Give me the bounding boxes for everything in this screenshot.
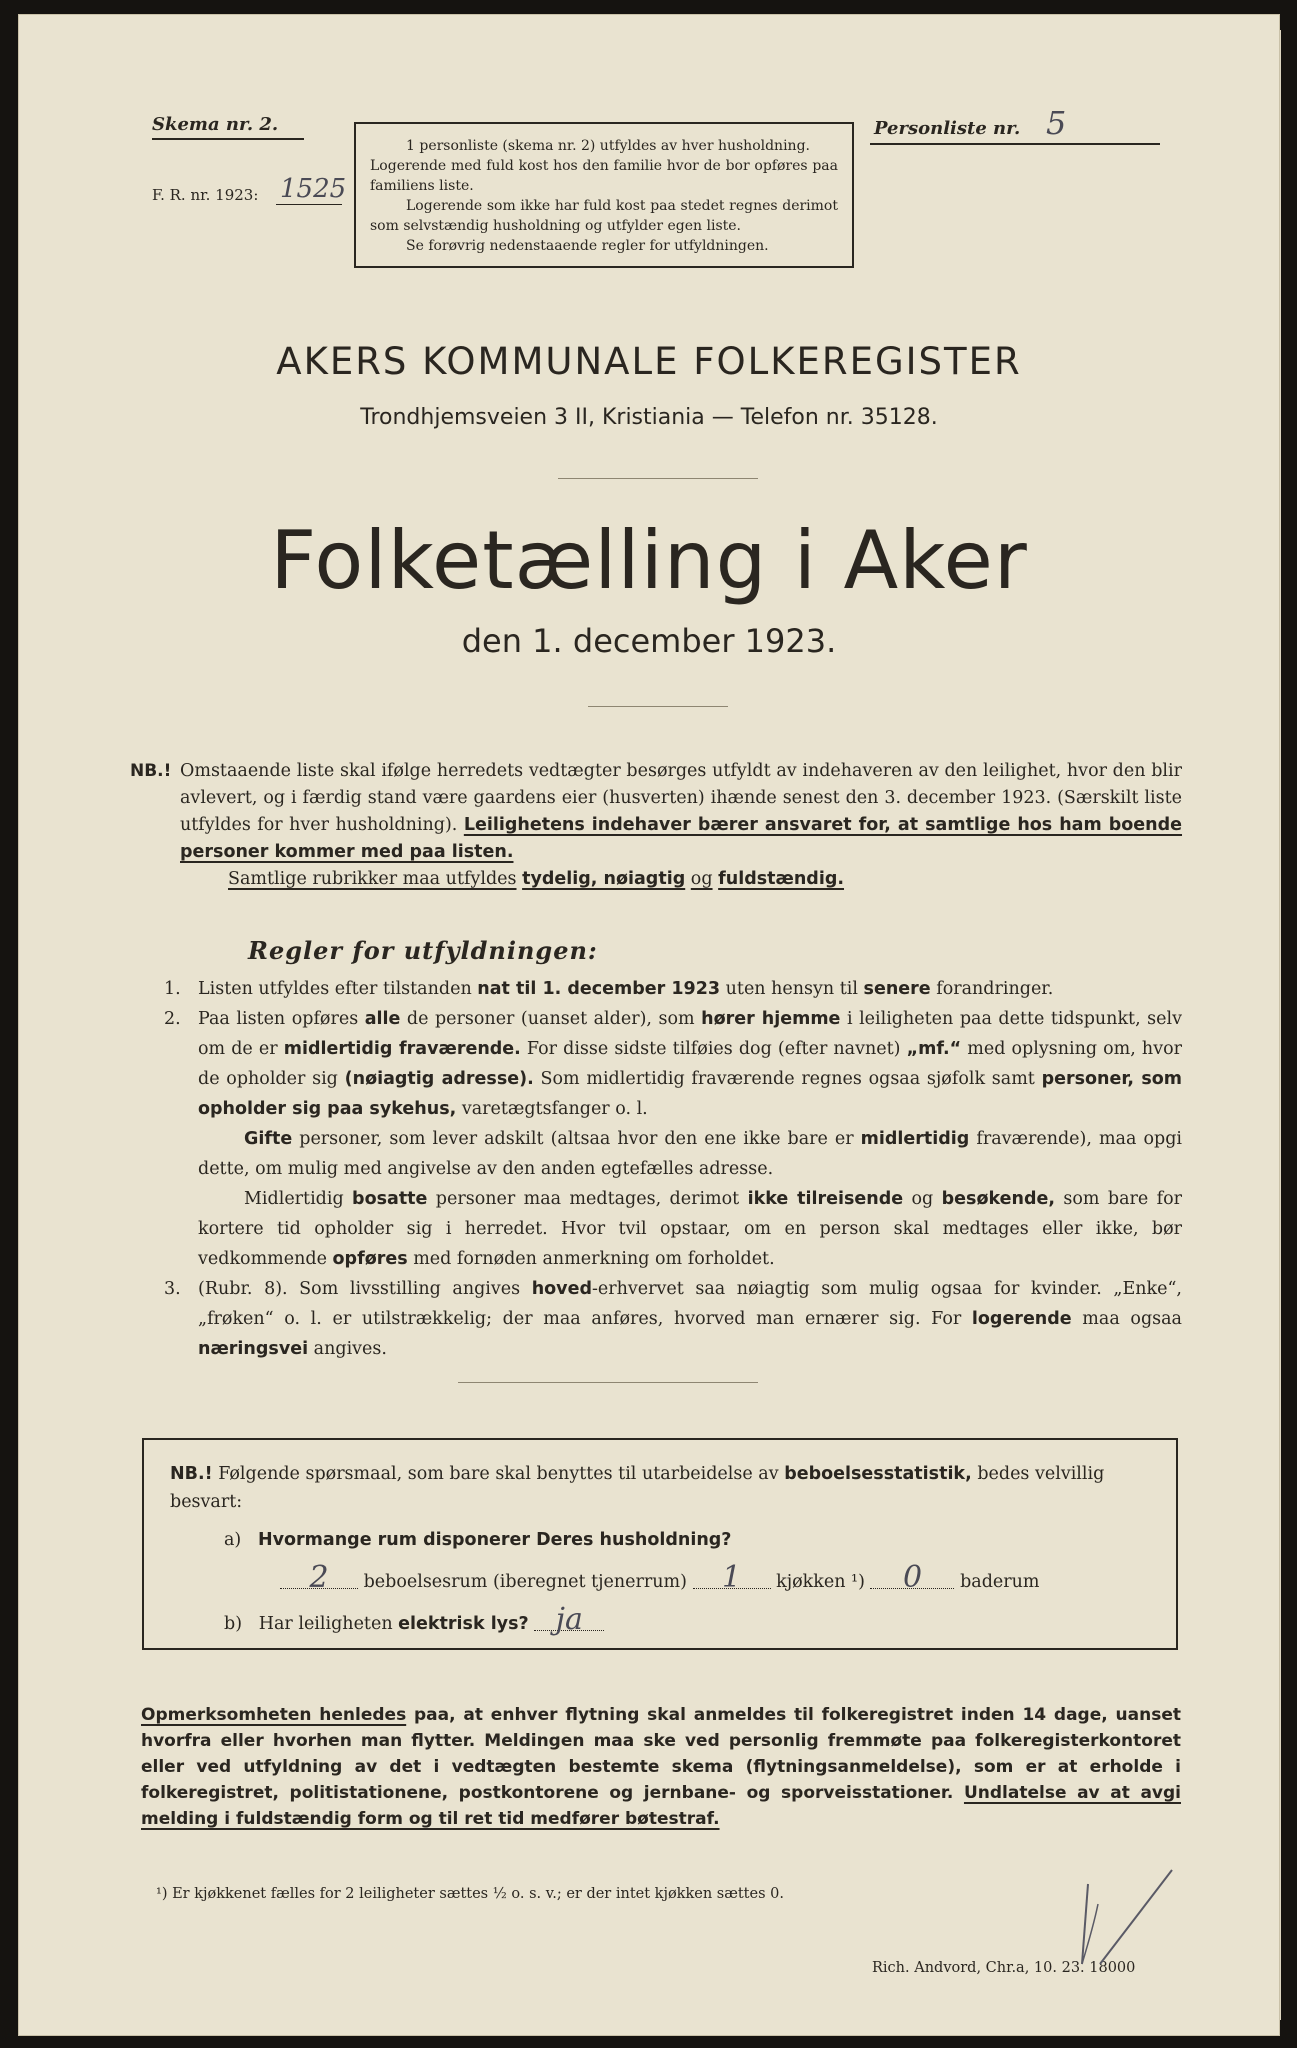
fr-number-line xyxy=(276,204,342,205)
notice-lead: Opmerksomheten henledes xyxy=(141,1705,407,1725)
question-b xyxy=(170,1602,1152,1638)
printer-imprint: Rich. Andvord, Chr.a, 10. 23. 18000 xyxy=(872,1960,1136,1976)
rule-text: Gifte personer, som lever adskilt (altsaa hvor den ene ikke bare er midlertidig fraværende), maa opgi dette, om mulig med angivelse av den anden egtefælles adresse. xyxy=(198,1129,1182,1179)
instruction-line: 1 personliste (skema nr. 2) utfyldes av hver husholdning. xyxy=(406,138,810,154)
kitchen-field[interactable]: 1 xyxy=(693,1568,771,1589)
nb-responsibility-text: Leilighetens indehaver bærer ansvaret for, at samtlige hos ham boende personer kommer med paa listen. xyxy=(180,815,1183,862)
instruction-line: Logerende med fuld kost hos den familie hvor de bor opføres paa familiens liste. xyxy=(370,158,838,194)
question-emph: elektrisk lys? xyxy=(398,1614,529,1634)
room-answers xyxy=(170,1560,1152,1596)
rule-number: 3. xyxy=(164,1279,181,1299)
divider xyxy=(558,478,758,479)
rule-2 xyxy=(130,1004,1182,1274)
question-text: Har leiligheten xyxy=(258,1614,393,1634)
organization-title: AKERS KOMMUNALE FOLKEREGISTER xyxy=(276,340,1022,383)
rooms-field[interactable]: 2 xyxy=(280,1568,358,1589)
moving-notice xyxy=(141,1702,1181,1832)
personliste-underline xyxy=(870,143,1160,145)
rule-number: 2. xyxy=(164,1009,181,1029)
instruction-line: Logerende som ikke har fuld kost paa stedet regnes derimot som selvstændig husholdning og utfylder egen liste. xyxy=(370,198,838,234)
census-form-page xyxy=(18,14,1280,2036)
divider xyxy=(588,706,728,707)
bath-label: baderum xyxy=(960,1572,1040,1592)
housing-statistics-box xyxy=(142,1438,1178,1650)
rule-text: Listen utfyldes efter tilstanden nat til 1. december 1923 uten hensyn til senere forandringer. xyxy=(198,979,1054,999)
instruction-line: Se forøvrig nedenstaaende regler for utfyldningen. xyxy=(406,238,769,254)
question-a xyxy=(170,1526,1152,1554)
statistics-emph: beboelsesstatistik, xyxy=(784,1464,972,1484)
rooms-label: beboelsesrum (iberegnet tjenerrum) xyxy=(363,1572,687,1592)
census-date: den 1. december 1923. xyxy=(461,622,837,660)
pencil-mark-icon xyxy=(1068,1864,1188,1974)
question-label: b) xyxy=(224,1614,243,1634)
nb-requirement-emph: tydelig, nøiagtig xyxy=(522,869,686,889)
kitchen-label: kjøkken ¹) xyxy=(776,1572,865,1592)
personliste-value: 5 xyxy=(1046,104,1067,142)
divider xyxy=(458,1382,758,1383)
instructions-box xyxy=(354,122,854,268)
rule-text: Midlertidig bosatte personer maa medtages, derimot ikke tilreisende og besøkende, som bare for kortere tid opholder sig i herredet. Hvor tvil opstaar, om en person skal medtages eller ikke, bør vedkommende opføres med fornøden anmerkning om forholdet. xyxy=(198,1189,1182,1269)
rule-1 xyxy=(130,974,1182,1004)
rules-heading: Regler for utfyldningen: xyxy=(248,936,598,965)
notice-penalty: Undlatelse av at avgi melding i fuldstændig form og til ret tid medfører bøtestraf. xyxy=(141,1783,1181,1829)
footnote: ¹) Er kjøkkenet fælles for 2 leiligheter sættes ½ o. s. v.; er der intet kjøkken sættes 0. xyxy=(156,1886,784,1902)
skema-label: Skema nr. 2. xyxy=(152,114,279,135)
nb-label: NB.! xyxy=(170,1464,213,1484)
question-text: Hvormange rum disponerer Deres husholdning? xyxy=(257,1530,732,1550)
organization-address: Trondhjemsveien 3 II, Kristiania — Telefon nr. 35128. xyxy=(360,405,938,430)
skema-underline xyxy=(152,138,304,140)
nb-text: Omstaaende liste skal ifølge herredets vedtægter besørges utfyldt av indehaveren av den leilighet, hvor den blir avlevert, og i færdig stand være gaardens eier (husverten) ihænde senest den 3. december 1923. (Særskilt liste utfyldes for hver husholdning). xyxy=(180,761,1182,835)
personliste-label: Personliste nr. xyxy=(874,118,1021,139)
page-title: Folketælling i Aker xyxy=(270,514,1028,607)
rule-text: (Rubr. 8). Som livsstilling angives hoved-erhvervet saa nøiagtig som mulig ogsaa for kvinder. „Enke“, „frøken“ o. l. er utilstrækkelig; der maa anføres, hvorved man ernærer sig. For logerende maa ogsaa næringsvei angives. xyxy=(198,1279,1182,1359)
bath-field[interactable]: 0 xyxy=(870,1568,954,1589)
nb-requirement-text: Samtlige rubrikker maa utfyldes xyxy=(228,869,517,889)
statistics-text: bedes velvillig besvart: xyxy=(170,1464,1105,1512)
nb-label: NB.! xyxy=(130,761,172,781)
notice-text: paa, at enhver flytning skal anmeldes til folkeregistret inden 14 dage, uanset hvorfra eller hvorhen man flytter. Meldingen maa ske ved personlig fremmøte paa folkeregisterkontoret eller ved utfyldning av det i vedtægten bestemte skema (flytningsanmeldelse), som er at erholde i folkeregistret, politistationene, postkontorene og jernbane- og sporveisstationer. xyxy=(141,1705,1181,1803)
statistics-intro xyxy=(170,1460,1152,1516)
nb-notice xyxy=(130,758,1182,893)
fr-number-label: F. R. nr. 1923: xyxy=(152,186,259,204)
nb-requirement-line xyxy=(180,866,1182,893)
fr-number-value: 1525 xyxy=(280,174,347,204)
rule-number: 1. xyxy=(164,979,181,999)
statistics-text: Følgende spørsmaal, som bare skal benyttes til utarbeidelse av xyxy=(218,1464,779,1484)
nb-requirement-text: og xyxy=(690,869,713,889)
rules-list xyxy=(130,974,1182,1364)
question-label: a) xyxy=(224,1530,242,1550)
rule-text: Paa listen opføres alle de personer (uanset alder), som hører hjemme i leiligheten paa dette tidspunkt, selv om de er midlertidig fraværende. For disse sidste tilføies dog (efter navnet) „mf.“ med oplysning om, hvor de opholder sig (nøiagtig adresse). Som midlertidig fraværende regnes ogsaa sjøfolk samt personer, som opholder sig paa sykehus, varetægtsfanger o. l. xyxy=(198,1009,1183,1119)
rule-3 xyxy=(130,1274,1182,1364)
nb-requirement-emph: fuldstændig. xyxy=(718,869,845,889)
electric-light-field[interactable]: ja xyxy=(534,1610,604,1631)
